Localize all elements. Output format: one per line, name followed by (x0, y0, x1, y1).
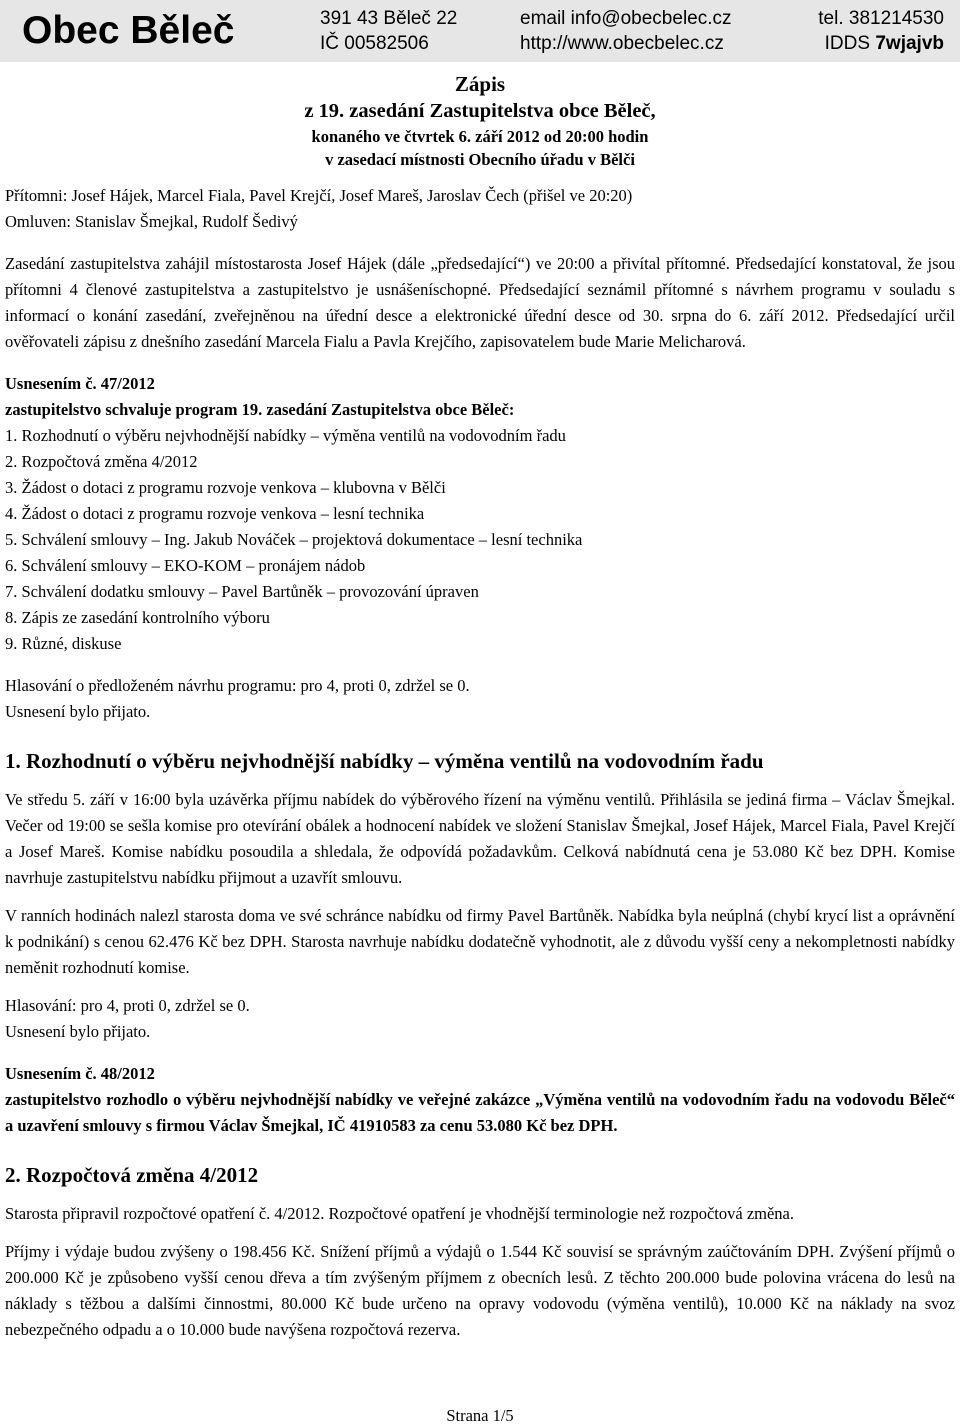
address-block (320, 6, 457, 56)
section-paragraph: Starosta připravil rozpočtové opatření č. 4/2012. Rozpočtové opatření je vhodnější terminologie než rozpočtová změna. (5, 1204, 794, 1223)
program-item: 8. Zápis ze zasedání kontrolního výboru (5, 608, 270, 627)
program-item: 2. Rozpočtová změna 4/2012 (5, 452, 198, 471)
section-paragraph: V ranních hodinách nalezl starosta doma ve své schránce nabídku od firmy Pavel Bartůněk. Nabídka byla neúplná (chybí krycí list a oprávnění k podnikání) s cenou 62.476 Kč bez DPH. Starosta navrhuje nabídku dodatečně vyhodnotit, ale z důvodu vyšší ceny a nekompletnosti nabídky neměnit rozhodnutí komise. (5, 906, 955, 977)
contact-block (520, 6, 732, 56)
phone-block (738, 6, 944, 56)
address-line: 391 43 Běleč 22 (320, 8, 458, 29)
data-box-label: IDDS (824, 33, 871, 54)
attendance-excused: Omluven: Stanislav Šmejkal, Rudolf Šedivý (5, 212, 298, 231)
section-paragraph: Ve středu 5. září v 16:00 byla uzávěrka příjmu nabídek do výběrového řízení na výměnu ventilů. Přihlásila se jediná firma – Václav Šmejkal. Večer od 19:00 se sešla komise pro otevírání obálek a hodnocení nabídek ve složení Stanislav Šmejkal, Josef Hájek, Marcel Fiala, Pavel Krejčí a Josef Mareš. Komise nabídku posoudila a shledala, že odpovídá požadavkům. Celková nabídnutá cena je 53.080 Kč bez DPH. Komise navrhuje zastupitelstvu nabídku přijmout a uzavřít smlouvu. (5, 790, 955, 887)
section-paragraph: Příjmy i výdaje budou zvýšeny o 198.456 Kč. Snížení příjmů a výdajů o 1.544 Kč souvisí se správným zaúčtováním DPH. Zvýšení příjmů o 200.000 Kč je způsobeno vyšší cenou dřeva a tím zvýšeným příjmem z obecních lesů. Z těchto 200.000 bude polovina vrácena do lesů na náklady s těžbou a dalšími činnostmi, 80.000 Kč bude určeno na opravy vodovodu (výměna ventilů), 10.000 Kč na náklady na svoz nebezpečného odpadu a o 10.000 bude navýšena rozpočtová rezerva. (5, 1242, 955, 1339)
opening-paragraph: Zasedání zastupitelstva zahájil místostarosta Josef Hájek (dále „předsedající“) ve 20:00 a přivítal přítomné. Předsedající konstatoval, že jsou přítomni 4 členové zastupitelstva a zastupitelstvo je usnášeníschopné. Předsedající seznámil přítomné s návrhem programu v souladu s informací o konání zasedání, zveřejněnou na úřední desce a elektronické úřední desce od 30. srpna do 6. září 2012. Předsedající určil ověřovateli zápisu z dnešního zasedání Marcela Fialu a Pavla Krejčího, zapisovatelem bude Marie Melicharová. (5, 254, 955, 351)
section-vote-result: Usnesení bylo přijato. (5, 1022, 151, 1041)
section-heading: 1. Rozhodnutí o výběru nejvhodnější nabídky – výměna ventilů na vodovodním řadu (5, 749, 764, 773)
program-list (5, 423, 955, 657)
section-heading: 2. Rozpočtová změna 4/2012 (5, 1163, 259, 1187)
attendance-present: Přítomni: Josef Hájek, Marcel Fiala, Pavel Krejčí, Josef Mareš, Jaroslav Čech (přišel ve 20:20) (5, 186, 633, 205)
title-minutes: Zápis (454, 72, 506, 96)
page-number: Strana 1/5 (446, 1406, 514, 1425)
program-vote-result: Usnesení bylo přijato. (5, 702, 151, 721)
website-line: http://www.obecbelec.cz (520, 33, 724, 54)
data-box-id: 7wjajvb (875, 33, 944, 54)
document-body (5, 70, 955, 1343)
program-item: 3. Žádost o dotaci z programu rozvoje venkova – klubovna v Bělči (5, 478, 446, 497)
program-item: 5. Schválení smlouvy – Ing. Jakub Nováček – projektová dokumentace – lesní technika (5, 530, 583, 549)
company-id: IČ 00582506 (320, 33, 429, 54)
program-item: 4. Žádost o dotaci z programu rozvoje venkova – lesní technika (5, 504, 425, 523)
letterhead (0, 0, 960, 62)
title-meeting: z 19. zasedání Zastupitelstva obce Běleč, (304, 100, 656, 122)
title-venue: v zasedací místnosti Obecního úřadu v Bělči (325, 150, 635, 169)
resolution-label: Usnesením č. 47/2012 (5, 374, 155, 393)
resolution-text: zastupitelstvo rozhodlo o výběru nejvhodnější nabídky ve veřejné zakázce „Výměna ventilů na vodovodním řadu na vodovodu Běleč“ a uzavření smlouvy s firmou Václav Šmejkal, IČ 41910583 za cenu 53.080 Kč bez DPH. (5, 1090, 955, 1135)
program-item: 6. Schválení smlouvy – EKO-KOM – pronájem nádob (5, 556, 366, 575)
document-title (5, 70, 955, 171)
section-vote: Hlasování: pro 4, proti 0, zdržel se 0. (5, 996, 250, 1015)
resolution-text: zastupitelstvo schvaluje program 19. zasedání Zastupitelstva obce Běleč: (5, 400, 515, 419)
email-line: email info@obecbelec.cz (520, 8, 732, 29)
phone-line: tel. 381214530 (818, 8, 944, 29)
program-item: 9. Různé, diskuse (5, 634, 122, 653)
title-date: konaného ve čtvrtek 6. září 2012 od 20:00 hodin (311, 127, 649, 146)
program-item: 1. Rozhodnutí o výběru nejvhodnější nabídky – výměna ventilů na vodovodním řadu (5, 426, 566, 445)
data-box-line (738, 31, 944, 56)
program-vote: Hlasování o předloženém návrhu programu: pro 4, proti 0, zdržel se 0. (5, 676, 470, 695)
resolution-label: Usnesením č. 48/2012 (5, 1064, 155, 1083)
municipality-name: Obec Běleč (22, 9, 235, 52)
program-item: 7. Schválení dodatku smlouvy – Pavel Bartůněk – provozování úpraven (5, 582, 479, 601)
